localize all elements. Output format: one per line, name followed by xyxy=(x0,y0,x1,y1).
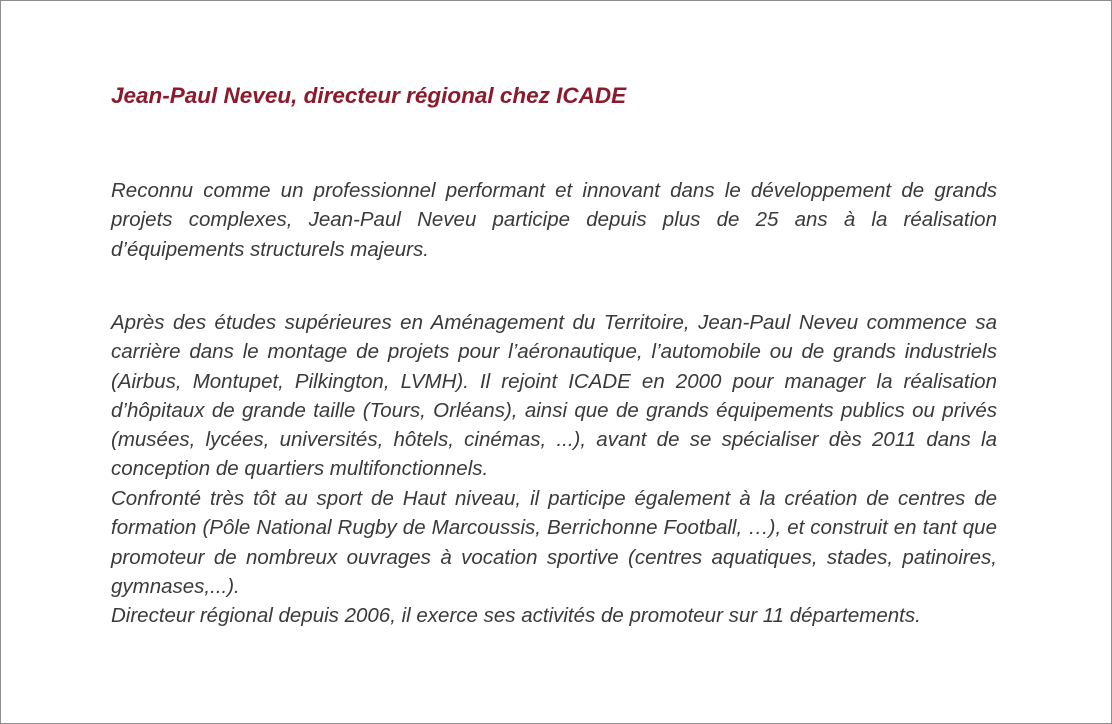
paragraph-sport: Confronté très tôt au sport de Haut niveau, il participe également à la création de centres de formation (Pôle National Rugby de Marcoussis, Berrichonne Football, …), et construit en tant que promoteur de nombreux ouvrages à vocation sportive (centres aquatiques, stades, patinoires, gymnases,...). xyxy=(111,487,997,598)
paragraph-career: Après des études supérieures en Aménagement du Territoire, Jean-Paul Neveu commence sa carrière dans le montage de projets pour l’aéronautique, l’automobile ou de grands industriels (Airbus, Montupet, Pilkington, LVMH). Il rejoint ICADE en 2000 pour manager la réalisation d’hôpitaux de grande taille (Tours, Orléans), ainsi que de grands équipements publics ou privés (musées, lycées, universités, hôtels, cinémas, ...), avant de se spécialiser dès 2011 dans la conception de quartiers multifonctionnels. xyxy=(111,311,997,481)
paragraph-intro: Reconnu comme un professionnel performant et innovant dans le développement de grands projets complexes, Jean-Paul Neveu participe depuis plus de 25 ans à la réalisation d’équipements structurels majeurs. xyxy=(111,179,997,261)
document-title: Jean-Paul Neveu, directeur régional chez ICADE xyxy=(111,83,627,108)
paragraph-regional-director: Directeur régional depuis 2006, il exerce ses activités de promoteur sur 11 départements. xyxy=(111,604,921,627)
